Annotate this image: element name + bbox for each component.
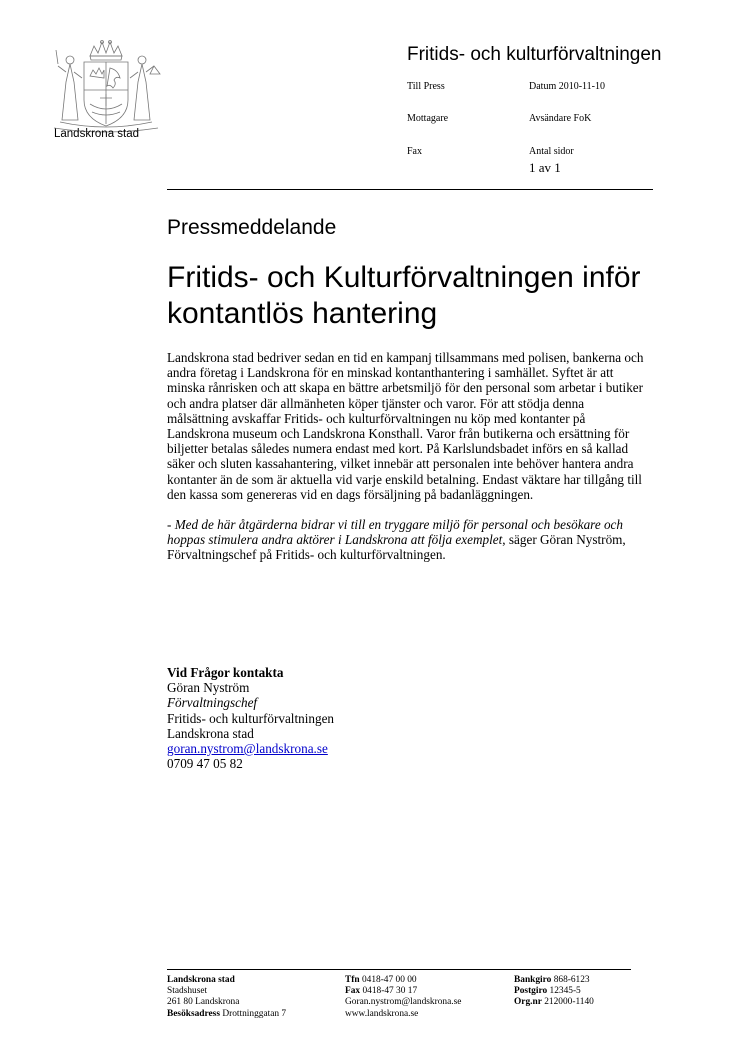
document-title: Fritids- och Kulturförvaltningen inför kontantlös hantering	[167, 261, 641, 330]
footer-postgiro-value: 12345-5	[549, 986, 581, 997]
footer-org-name: Landskrona stad	[167, 975, 235, 985]
footer-fax-label: Fax	[345, 986, 361, 997]
body-paragraph: Landskrona stad bedriver sedan en tid en kampanj tillsammans med polisen, bankerna och andra företag i Landskrona för en minskad kontanthantering i samhället. Syftet är att minska rånrisken och att skapa en bättre arbetsmiljö för den personal som arbetar i butiker och andra platser där allmänheten köper tjänster och varor. För att stödja denna målsättning avskaffar Fritids- och kulturförvaltningen nu köp med kontanter på Landskrona museum och Landskrona Konsthall. Varor från butikerna och ersättning för biljetter betalas således numera endast med kort. På Karlslundsbadet införs en så kallad säker och sluten kassahantering, vilket innebär att personalen inte behöver hantera andra kontanter än de som är aktuella vid varje enskild betalning. Endast väktare har tillgång till den kassa som genereras vid en dags försäljning på badanläggningen.	[167, 350, 644, 502]
fax-label: Fax	[407, 146, 422, 157]
footer-postal: 261 80 Landskrona	[167, 997, 240, 1008]
press-release-body	[167, 350, 647, 563]
date-field: Datum 2010-11-10	[529, 81, 606, 92]
contact-phone: 0709 47 05 82	[167, 756, 243, 772]
footer-divider	[167, 969, 631, 970]
contact-heading: Vid Frågor kontakta	[167, 665, 284, 680]
footer-orgnr-label: Org.nr	[514, 997, 542, 1008]
footer-tfn-value: 0418-47 00 00	[361, 975, 417, 985]
header-divider	[167, 189, 653, 190]
contact-role: Förvaltningschef	[167, 695, 258, 711]
footer-building: Stadshuset	[167, 986, 208, 997]
recipient-label: Till Press	[407, 81, 445, 92]
contact-org: Fritids- och kulturförvaltningen	[167, 710, 335, 726]
logo-caption: Landskrona stad	[54, 128, 140, 140]
document-type: Pressmeddelande	[167, 216, 337, 239]
page-count-value: 1 av 1	[529, 160, 561, 175]
quote-paragraph	[167, 517, 647, 563]
contact-name: Göran Nyström	[167, 680, 250, 696]
footer-orgnr-value: 212000-1140	[544, 997, 594, 1008]
department-name: Fritids- och kulturförvaltningen	[407, 44, 662, 65]
quote-attribution: , säger Göran Nyström, Förvaltningschef på Fritids- och kulturförvaltningen.	[167, 532, 626, 563]
footer-web[interactable]: www.landskrona.se	[345, 1008, 419, 1019]
footer-bankgiro-label: Bankgiro	[514, 975, 552, 985]
quote-italic: - Med de här åtgärderna bidrar vi till en tryggare miljö för personal och besökare och hoppas stimulera andra aktörer i Landskrona att följa exemplet	[167, 517, 624, 548]
footer-bankgiro-value: 868-6123	[553, 975, 590, 985]
footer-postgiro-label: Postgiro	[514, 986, 548, 997]
contact-email-link[interactable]: goran.nystrom@landskrona.se	[167, 741, 328, 757]
contact-block	[167, 665, 334, 771]
footer-fax-value: 0418-47 30 17	[362, 986, 418, 997]
page-count-label: Antal sidor	[529, 146, 574, 157]
footer-banking	[514, 975, 594, 1009]
mottagare-label: Mottagare	[407, 113, 449, 124]
contact-city: Landskrona stad	[167, 725, 254, 741]
footer-visit-label: Besöksadress	[167, 1008, 220, 1019]
footer-visit-value: Drottninggatan 7	[222, 1008, 287, 1019]
footer-email[interactable]: Goran.nystrom@landskrona.se	[345, 997, 462, 1008]
footer-address	[167, 975, 286, 1020]
footer-contact	[345, 975, 461, 1020]
sender-field: Avsändare FoK	[529, 113, 592, 124]
footer-tfn-label: Tfn	[345, 975, 360, 985]
